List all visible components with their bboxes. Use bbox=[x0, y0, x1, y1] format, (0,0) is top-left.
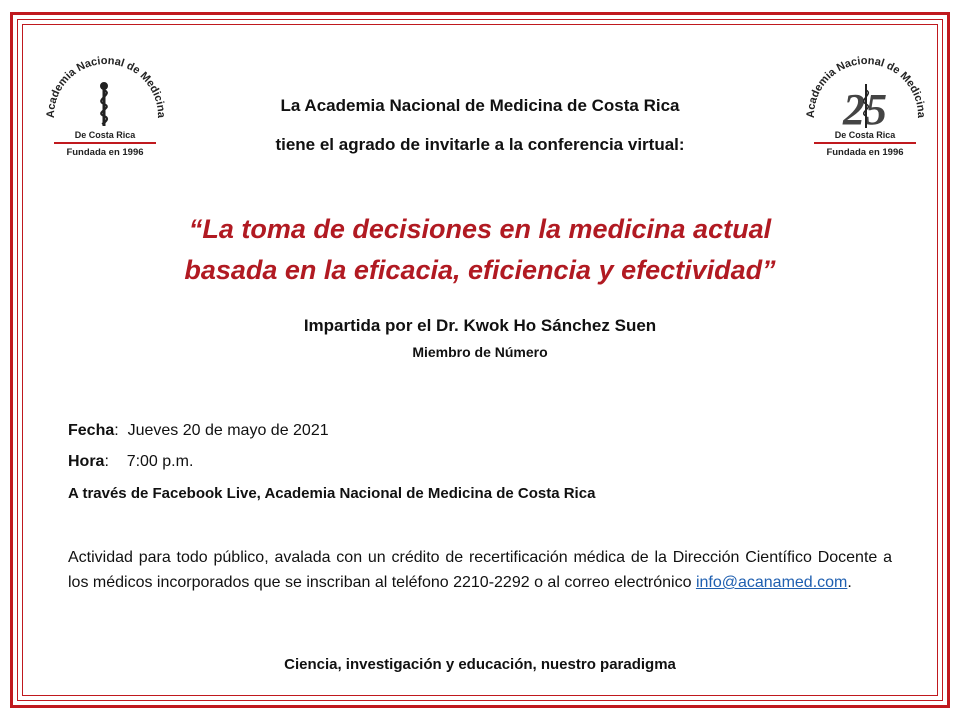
activity-paragraph bbox=[68, 545, 892, 595]
date-separator: : bbox=[114, 422, 128, 439]
speaker-name: Impartida por el Dr. Kwok Ho Sánchez Suen bbox=[303, 316, 657, 335]
time-line bbox=[68, 453, 193, 471]
time-value: 7:00 p.m. bbox=[126, 453, 194, 470]
header-line-1: La Academia Nacional de Medicina de Costa Rica bbox=[280, 96, 680, 115]
logo-left-line1: De Costa Rica bbox=[74, 130, 136, 140]
time-separator: : bbox=[104, 453, 127, 470]
logo-left-arc-text: Academia Nacional de Medicina bbox=[44, 54, 168, 119]
activity-end: . bbox=[847, 574, 852, 591]
date-line bbox=[68, 422, 329, 440]
title-line-1: “La toma de decisiones en la medicina actual bbox=[188, 214, 772, 244]
broadcast-channel: A través de Facebook Live, Academia Nacional de Medicina de Costa Rica bbox=[68, 485, 596, 502]
logo-right-line1: De Costa Rica bbox=[834, 130, 896, 140]
logo-right-line2: Fundada en 1996 bbox=[826, 147, 904, 158]
header-line-2: tiene el agrado de invitarle a la conferencia virtual: bbox=[275, 135, 685, 154]
time-label: Hora bbox=[68, 453, 105, 470]
logo-right-number: 25 bbox=[843, 85, 887, 134]
date-value: Jueves 20 de mayo de 2021 bbox=[127, 422, 329, 439]
activity-text: Actividad para todo público, avalada con un crédito de recertificación médica de la Dirección Científico Docente a los médicos incorporados que se inscriban al teléfono 2210-2292 o al correo electrónico bbox=[68, 549, 892, 591]
email-link[interactable]: info@acanamed.com bbox=[695, 574, 848, 591]
logo-right-arc-text: Academia Nacional de Medicina bbox=[804, 54, 928, 119]
conference-title bbox=[0, 209, 960, 291]
logo-left-line2: Fundada en 1996 bbox=[66, 147, 144, 158]
motto: Ciencia, investigación y educación, nuestro paradigma bbox=[284, 656, 676, 673]
date-label: Fecha bbox=[68, 422, 115, 439]
title-line-2: basada en la eficacia, eficiencia y efectividad” bbox=[184, 255, 776, 285]
speaker-role: Miembro de Número bbox=[412, 344, 548, 360]
